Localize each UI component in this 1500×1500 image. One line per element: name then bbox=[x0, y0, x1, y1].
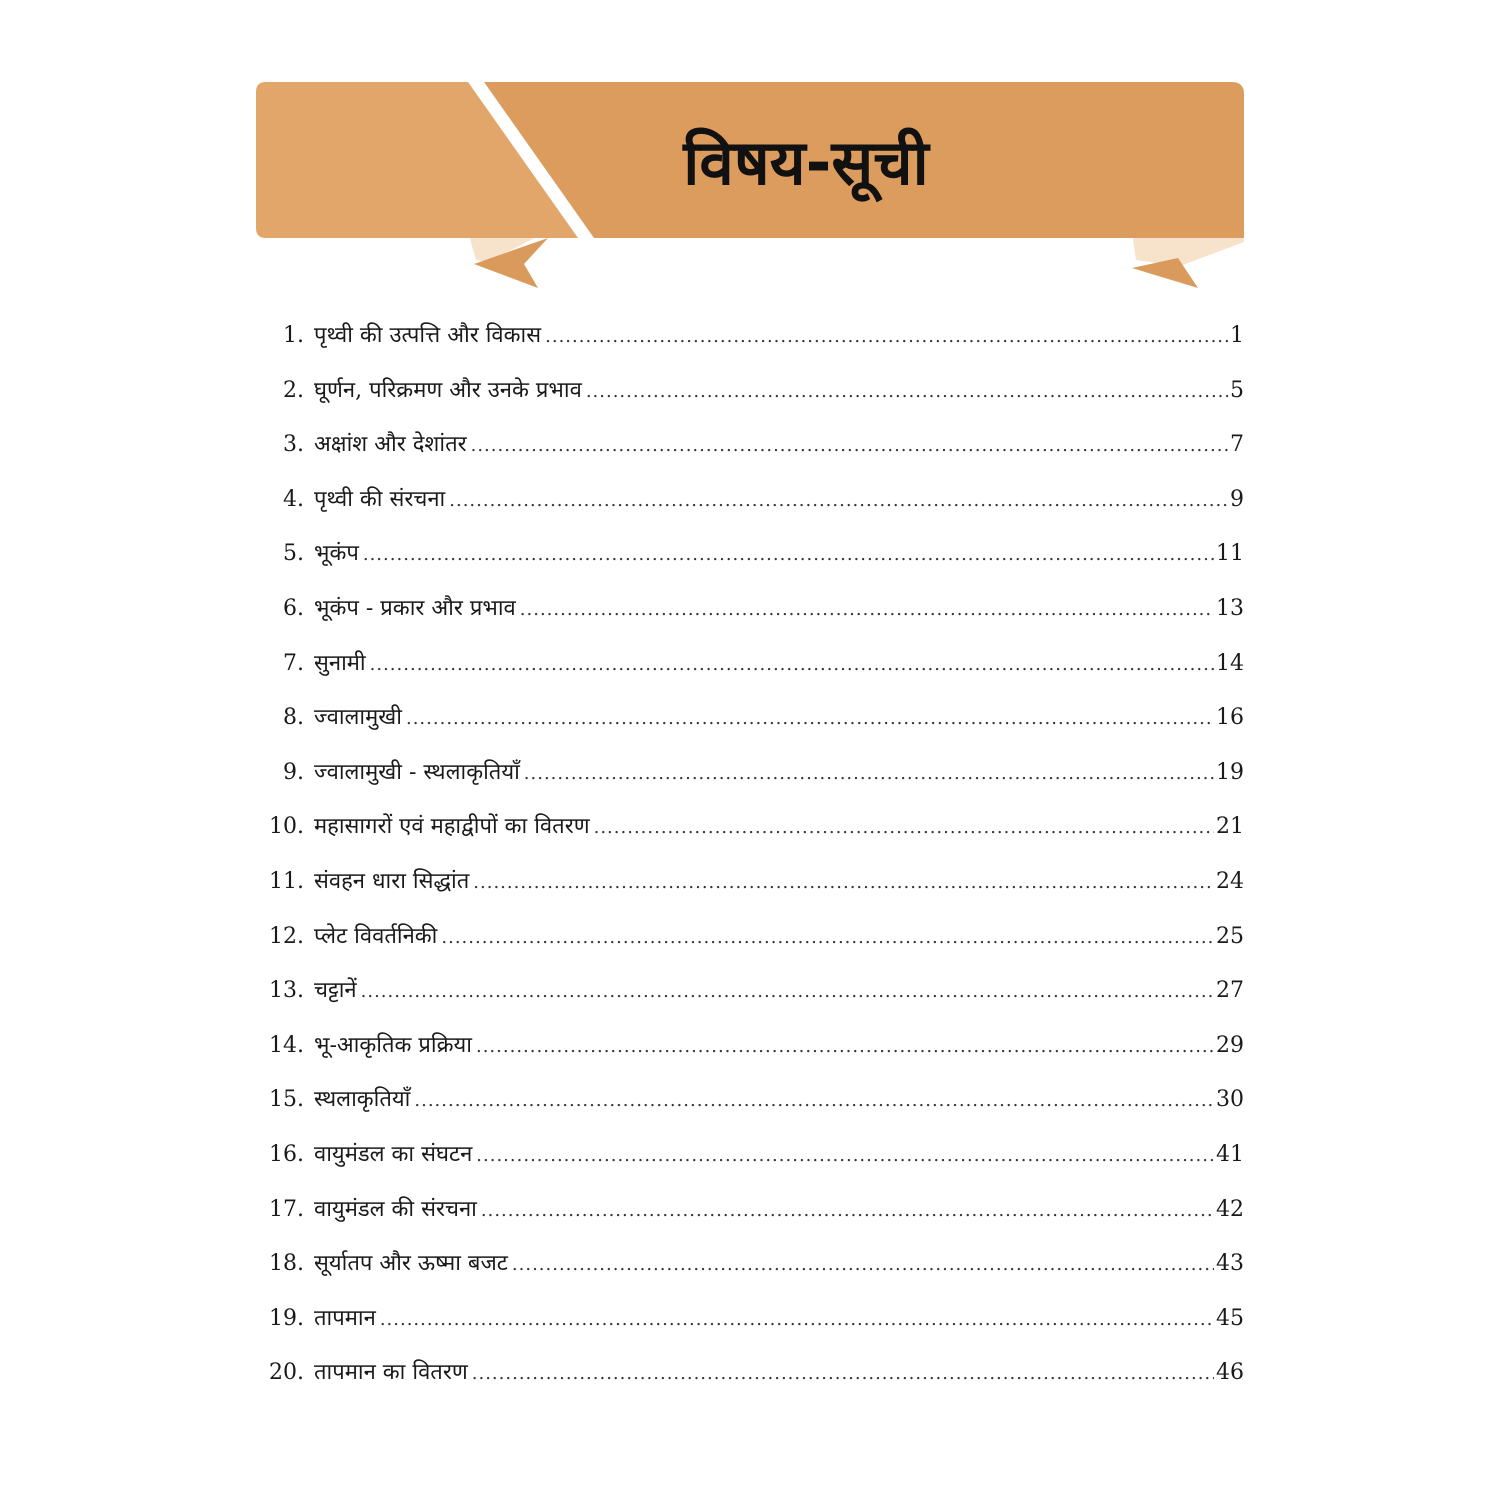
toc-dot-leader bbox=[380, 1295, 1214, 1345]
toc-dot-leader bbox=[441, 913, 1214, 963]
toc-entry[interactable] bbox=[264, 748, 1244, 803]
toc-entry[interactable] bbox=[264, 693, 1244, 748]
toc-entry-title: स्थलाकृतियाँ bbox=[314, 1087, 411, 1113]
toc-dot-leader bbox=[524, 749, 1214, 799]
toc-entry-number: 2. bbox=[283, 377, 304, 403]
toc-entry-number: 14. bbox=[269, 1032, 304, 1058]
toc-entry-title: अक्षांश और देशांतर bbox=[314, 432, 467, 458]
toc-entry-number: 4. bbox=[283, 486, 304, 512]
toc-dot-leader bbox=[476, 1131, 1214, 1181]
toc-entry-page-number: 25 bbox=[1216, 923, 1244, 949]
toc-entry-page-number: 14 bbox=[1216, 650, 1244, 676]
toc-entry-number: 17. bbox=[269, 1196, 304, 1222]
toc-entry-number: 9. bbox=[283, 759, 304, 785]
toc-entry[interactable] bbox=[264, 1075, 1244, 1130]
toc-entry[interactable] bbox=[264, 1348, 1244, 1403]
toc-entry-page-number: 5 bbox=[1230, 377, 1244, 403]
toc-entry-page-number: 30 bbox=[1216, 1087, 1244, 1113]
toc-entry-title: चट्टानें bbox=[314, 978, 357, 1004]
toc-entry-number: 6. bbox=[283, 595, 304, 621]
toc-dot-leader bbox=[512, 1240, 1214, 1290]
toc-entry-page-number: 7 bbox=[1230, 432, 1244, 458]
toc-entry[interactable] bbox=[264, 1294, 1244, 1349]
toc-entry-number: 3. bbox=[283, 432, 304, 458]
toc-entry-title: ज्वालामुखी - स्थलाकृतियाँ bbox=[314, 759, 520, 785]
toc-entry-number: 13. bbox=[269, 978, 304, 1004]
toc-entry[interactable] bbox=[264, 529, 1244, 584]
toc-entry-title: पृथ्वी की संरचना bbox=[314, 486, 446, 512]
toc-entry-page-number: 9 bbox=[1230, 486, 1244, 512]
toc-entry-title: ज्वालामुखी bbox=[314, 705, 402, 731]
toc-entry[interactable] bbox=[264, 966, 1244, 1021]
toc-entry-title: तापमान bbox=[314, 1305, 376, 1331]
toc-entry-number: 19. bbox=[269, 1305, 304, 1331]
toc-entry-page-number: 1 bbox=[1230, 323, 1244, 348]
toc-entry-number: 16. bbox=[269, 1141, 304, 1167]
toc-entry-page-number: 16 bbox=[1216, 705, 1244, 731]
toc-entry-page-number: 27 bbox=[1216, 978, 1244, 1004]
toc-entry-title: तापमान का वितरण bbox=[314, 1360, 468, 1386]
toc-entry[interactable] bbox=[264, 1239, 1244, 1294]
toc-entry[interactable] bbox=[264, 311, 1244, 366]
table-of-contents bbox=[264, 311, 1244, 1403]
toc-entry-number: 8. bbox=[283, 705, 304, 731]
toc-entry-title: महासागरों एवं महाद्वीपों का वितरण bbox=[314, 814, 590, 840]
toc-entry-number: 7. bbox=[283, 650, 304, 676]
toc-entry-title: पृथ्वी की उत्पत्ति और विकास bbox=[314, 323, 542, 348]
toc-dot-leader bbox=[361, 967, 1214, 1017]
toc-entry-page-number: 42 bbox=[1216, 1196, 1244, 1222]
toc-entry-page-number: 29 bbox=[1216, 1032, 1244, 1058]
toc-entry-title: सुनामी bbox=[314, 650, 366, 676]
toc-entry-number: 11. bbox=[269, 868, 304, 894]
page-title: विषय-सूची bbox=[683, 126, 929, 199]
toc-entry-title: घूर्णन, परिक्रमण और उनके प्रभाव bbox=[314, 377, 582, 403]
toc-entry-title: भूकंप - प्रकार और प्रभाव bbox=[314, 595, 516, 621]
toc-entry-page-number: 24 bbox=[1216, 868, 1244, 894]
toc-entry[interactable] bbox=[264, 912, 1244, 967]
toc-dot-leader bbox=[545, 312, 1228, 362]
toc-entry[interactable] bbox=[264, 475, 1244, 530]
toc-entry[interactable] bbox=[264, 1185, 1244, 1240]
toc-entry[interactable] bbox=[264, 366, 1244, 421]
toc-dot-leader bbox=[586, 367, 1228, 417]
toc-entry[interactable] bbox=[264, 1021, 1244, 1076]
toc-entry-title: प्लेट विवर्तनिकी bbox=[314, 923, 438, 949]
toc-entry[interactable] bbox=[264, 584, 1244, 639]
toc-entry-page-number: 13 bbox=[1216, 595, 1244, 621]
toc-entry-title: भूकंप bbox=[314, 541, 359, 567]
toc-dot-leader bbox=[473, 858, 1214, 908]
toc-dot-leader bbox=[471, 421, 1228, 471]
toc-entry-page-number: 41 bbox=[1216, 1141, 1244, 1167]
toc-entry-number: 5. bbox=[283, 541, 304, 567]
title-banner bbox=[256, 82, 1244, 294]
toc-entry[interactable] bbox=[264, 420, 1244, 475]
toc-entry[interactable] bbox=[264, 802, 1244, 857]
toc-entry-number: 10. bbox=[269, 814, 304, 840]
toc-entry-title: सूर्यातप और ऊष्मा बजट bbox=[314, 1251, 508, 1277]
toc-entry-page-number: 21 bbox=[1216, 814, 1244, 840]
toc-dot-leader bbox=[594, 803, 1214, 853]
toc-entry-number: 15. bbox=[269, 1087, 304, 1113]
toc-entry-page-number: 46 bbox=[1216, 1360, 1244, 1386]
toc-entry-title: संवहन धारा सिद्धांत bbox=[314, 868, 470, 894]
toc-entry-page-number: 45 bbox=[1216, 1305, 1244, 1331]
toc-dot-leader bbox=[472, 1349, 1214, 1399]
toc-dot-leader bbox=[363, 530, 1214, 580]
toc-entry-page-number: 19 bbox=[1216, 759, 1244, 785]
toc-dot-leader bbox=[520, 585, 1214, 635]
toc-entry[interactable] bbox=[264, 639, 1244, 694]
toc-entry-number: 20. bbox=[269, 1360, 304, 1386]
toc-entry-number: 12. bbox=[269, 923, 304, 949]
toc-dot-leader bbox=[370, 640, 1214, 690]
toc-dot-leader bbox=[449, 476, 1228, 526]
toc-entry-title: वायुमंडल का संघटन bbox=[314, 1141, 473, 1167]
toc-entry[interactable] bbox=[264, 1130, 1244, 1185]
toc-entry[interactable] bbox=[264, 857, 1244, 912]
toc-dot-leader bbox=[481, 1186, 1214, 1236]
toc-dot-leader bbox=[476, 1022, 1214, 1072]
toc-entry-page-number: 43 bbox=[1216, 1251, 1244, 1277]
toc-entry-number: 1. bbox=[283, 323, 304, 348]
toc-entry-page-number: 11 bbox=[1216, 541, 1244, 567]
toc-dot-leader bbox=[414, 1076, 1214, 1126]
toc-dot-leader bbox=[406, 694, 1214, 744]
toc-entry-title: भू-आकृतिक प्रक्रिया bbox=[314, 1032, 472, 1058]
toc-entry-title: वायुमंडल की संरचना bbox=[314, 1196, 477, 1222]
toc-entry-number: 18. bbox=[269, 1251, 304, 1277]
